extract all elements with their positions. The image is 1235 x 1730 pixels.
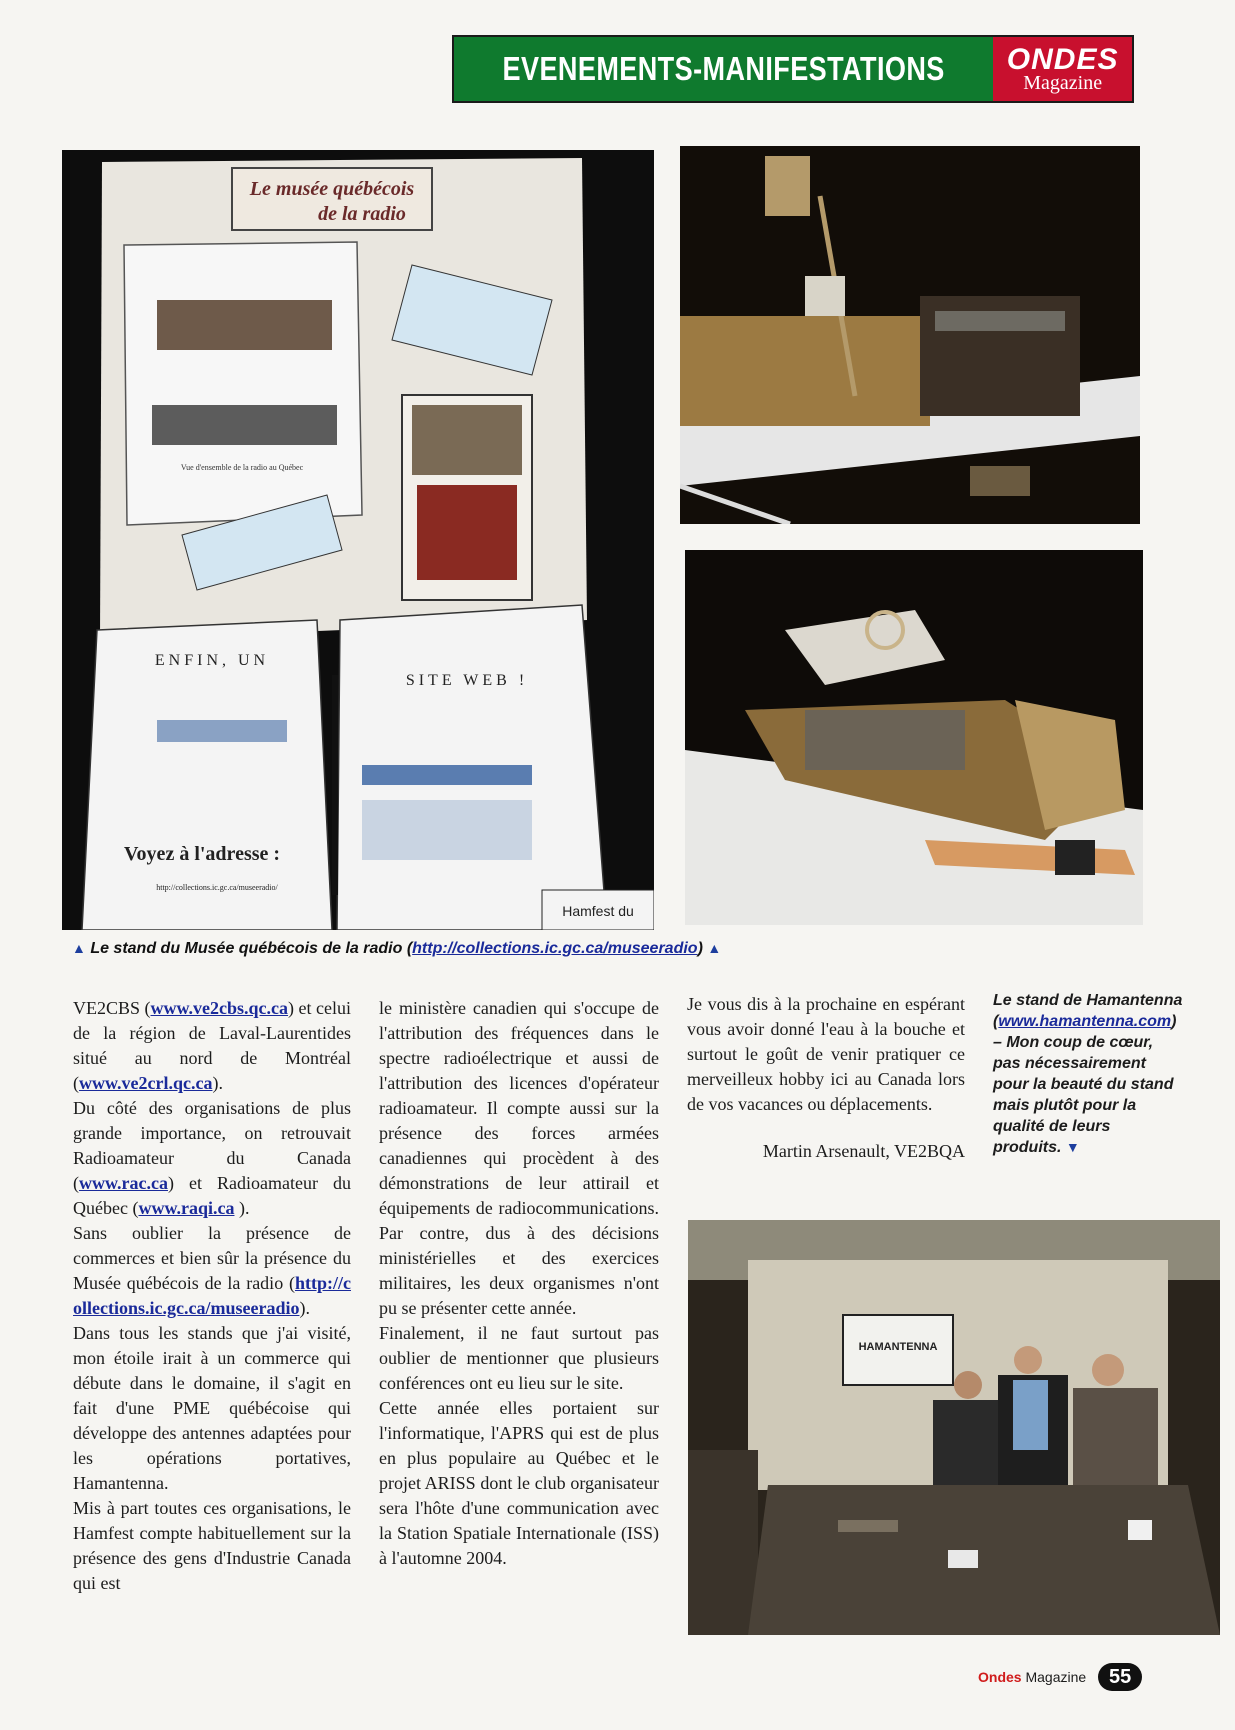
col2-paragraph-2: Finalement, il ne faut surtout pas oublier de mentionner que plusieurs conférences ont eu lieu sur le site. — [379, 1323, 659, 1393]
photo-hamantenna-stand — [688, 1220, 1220, 1635]
col3-paragraph-1: Je vous dis à la prochaine en espérant vous avoir donné l'eau à la bouche et surtout le goût de venir pratiquer ce merveilleux hobby ici au Canada lors de vos vacances ou déplacements. — [687, 994, 965, 1114]
link-museeradio[interactable]: http://collections.ic.gc.ca/museeradio — [73, 1273, 351, 1318]
footer-brand-ondes: Ondes — [978, 1669, 1022, 1685]
hamantenna-sign: HAMANTENNA — [858, 1341, 938, 1353]
main-caption-text: Le stand du Musée québécois de la radio ( — [90, 940, 413, 957]
photo-vintage-radio-top — [680, 146, 1140, 524]
section-title-box — [454, 37, 993, 101]
main-caption-end: ) — [697, 940, 703, 957]
photo-museum-booth — [62, 150, 654, 930]
section-title: EVENEMENTS-MANIFESTATIONS — [502, 50, 945, 87]
article-column-2 — [379, 996, 659, 1571]
logo-ondes: ONDES — [1006, 43, 1119, 76]
hamantenna-caption: Le stand de Hamantenna (www.hamantenna.com) – Mon coup de cœur, pas nécessairement pour la beauté du stand mais plutôt pour la qualité de leurs produits. ▼ — [993, 992, 1183, 1156]
section-banner — [452, 35, 1134, 103]
main-caption-link[interactable]: http://collections.ic.gc.ca/museeradio — [412, 940, 698, 957]
booth-banner-text-1: Le musée québécois — [249, 178, 415, 200]
page-footer — [978, 1663, 1142, 1691]
triangle-up-icon: ▲ — [72, 940, 86, 956]
article-column-3 — [687, 992, 965, 1164]
logo-magazine: Magazine — [1023, 72, 1103, 94]
booth-small-caption: Vue d'ensemble de la radio au Québec — [180, 463, 304, 472]
booth-sign-site-web: SITE WEB ! — [405, 672, 529, 689]
booth-sign-url: http://collections.ic.gc.ca/museeradio/ — [156, 883, 278, 892]
col1-paragraph-5: Mis à part toutes ces organisations, le Hamfest compte habituellement sur la présence des gens d'Industrie Canada qui est — [73, 1498, 351, 1593]
triangle-down-icon: ▼ — [1065, 1139, 1080, 1155]
article-column-1 — [73, 996, 351, 1596]
link-rac[interactable]: www.rac.ca — [79, 1173, 168, 1193]
col2-paragraph-1: le ministère canadien qui s'occupe de l'attribution des fréquences dans le spectre radioélectrique et aussi de l'attribution des licences d'opérateur radioamateur. Il compte aussi sur la présence des forces armées canadiennes qui procèdent à des démonstrations de leur attirail et équipements de radiocommunications. Par contre, dus à des décisions ministérielles et des exercices militaires, les deux organismes n'ont pu se présenter cette année. — [379, 998, 659, 1318]
col2-paragraph-3: Cette année elles portaient sur l'informatique, l'APRS qui est de plus en plus populaire au Québec et le projet ARISS dont le club organisateur sera l'hôte d'une communication avec la Station Spatiale Internationale (ISS) à l'automne 2004. — [379, 1398, 659, 1568]
magazine-logo — [993, 37, 1132, 101]
booth-banner-text-2: de la radio — [318, 203, 406, 225]
col1-paragraph-1: VE2CBS (www.ve2cbs.qc.ca) et celui de la région de Laval-Laurentides situé au nord de Montréal (www.ve2crl.qc.ca). — [73, 998, 352, 1093]
col1-paragraph-3: Sans oublier la présence de commerces et bien sûr la présence du Musée québécois de la radio (http://collections.ic.gc.ca/museeradio). — [73, 1223, 351, 1318]
footer-brand-magazine: Magazine — [1025, 1669, 1087, 1685]
link-ve2cbs[interactable]: www.ve2cbs.qc.ca — [150, 998, 289, 1018]
photo-vintage-radio-bottom — [685, 550, 1143, 925]
main-photo-caption — [72, 940, 872, 958]
booth-sign-adresse: Voyez à l'adresse : — [123, 843, 281, 865]
col1-paragraph-4: Dans tous les stands que j'ai visité, mon étoile irait à un commerce qui débute dans le domaine, il s'agit en fait d'une PME québécoise qui développe des antennes adaptées pour les opérations portatives, Hamantenna. — [73, 1323, 351, 1493]
link-ve2crl[interactable]: www.ve2crl.qc.ca — [79, 1073, 213, 1093]
page-number: 55 — [1098, 1663, 1142, 1691]
col1-paragraph-2: Du côté des organisations de plus grande importance, on retrouvait Radioamateur du Canada (www.rac.ca) et Radioamateur du Québec (www.raqi.ca ). — [73, 1098, 351, 1218]
link-raqi[interactable]: www.raqi.ca — [138, 1198, 235, 1218]
booth-sign-enfin: ENFIN, UN — [154, 652, 270, 669]
link-hamantenna[interactable]: www.hamantenna.com — [998, 1013, 1172, 1030]
booth-tag-hamfest: Hamfest du — [562, 903, 634, 919]
author-signature: Martin Arsenault, VE2BQA — [762, 1141, 965, 1161]
triangle-up-icon: ▲ — [707, 940, 722, 956]
